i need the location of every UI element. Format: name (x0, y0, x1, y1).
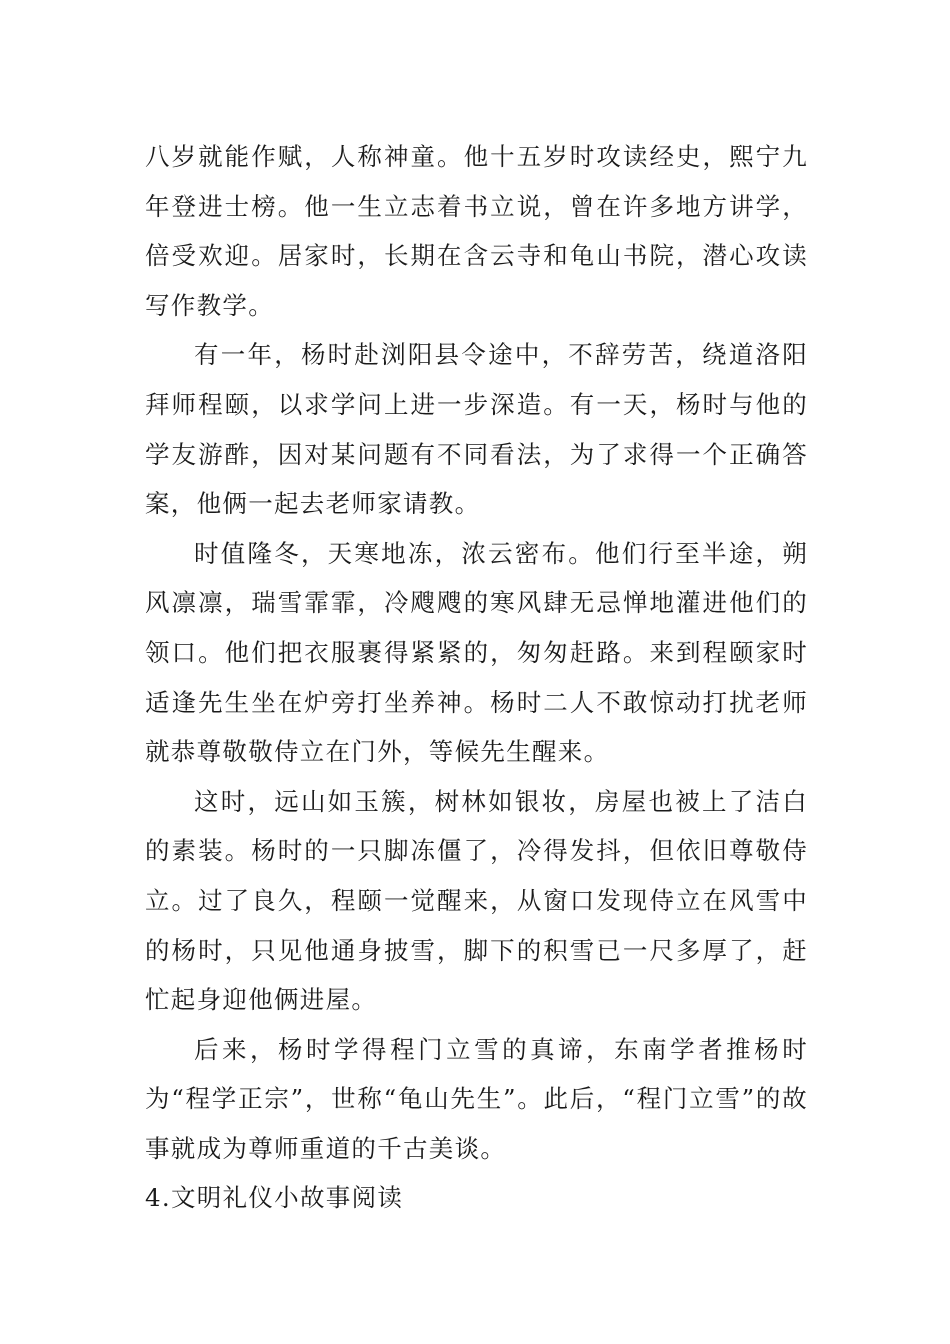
paragraph-3: 时值隆冬，天寒地冻，浓云密布。他们行至半途，朔风凛凛，瑞雪霏霏，冷飕飕的寒风肆无忌惮地灌进他们的领口。他们把衣服裹得紧紧的，匆匆赶路。来到程颐家时适逢先生坐在炉旁打坐养神。杨时二人不敢惊动打扰老师就恭尊敬敬侍立在门外，等候先生醒来。 (145, 538, 808, 767)
paragraph-5: 后来，杨时学得程门立雪的真谛，东南学者推杨时为“程学正宗”，世称“龟山先生”。此后，“程门立雪”的故事就成为尊师重道的千古美谈。 (145, 1034, 808, 1163)
paragraph-1: 八岁就能作赋，人称神童。他十五岁时攻读经史，熙宁九年登进士榜。他一生立志着书立说，曾在许多地方讲学，倍受欢迎。居家时，长期在含云寺和龟山书院，潜心攻读写作教学。 (145, 142, 808, 320)
paragraph-2: 有一年，杨时赴浏阳县令途中，不辞劳苦，绕道洛阳拜师程颐，以求学问上进一步深造。有一天，杨时与他的学友游酢，因对某问题有不同看法，为了求得一个正确答案，他俩一起去老师家请教。 (145, 340, 808, 519)
paragraph-4: 这时，远山如玉簇，树林如银妆，房屋也被上了洁白的素装。杨时的一只脚冻僵了，冷得发抖，但依旧尊敬侍立。过了良久，程颐一觉醒来，从窗口发现侍立在风雪中的杨时，只见他通身披雪，脚下的积雪已一尺多厚了，赶忙起身迎他俩进屋。 (145, 786, 808, 1015)
section-heading: 4.文明礼仪小故事阅读 (145, 1183, 404, 1213)
document-body (145, 132, 808, 1223)
